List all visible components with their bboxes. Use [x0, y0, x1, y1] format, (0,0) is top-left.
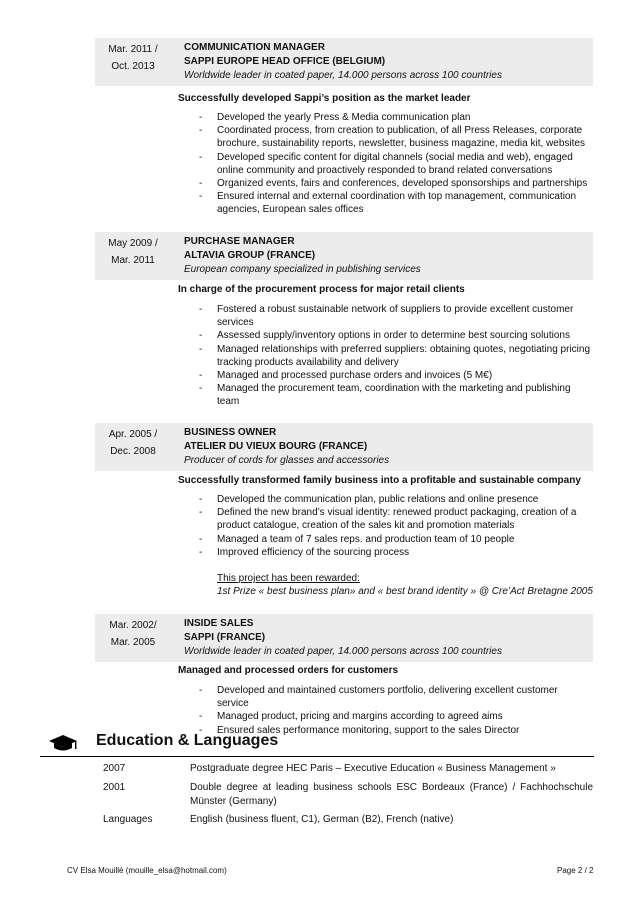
job-date-start: May 2009 / — [108, 238, 158, 249]
education-key: Languages — [103, 814, 153, 825]
job-header — [95, 614, 593, 662]
job-bullet-list — [197, 111, 590, 217]
job-dates — [95, 426, 171, 460]
job-tagline: Worldwide leader in coated paper, 14.000 persons across 100 countries — [184, 70, 502, 81]
job-date-start: Mar. 2002/ — [109, 620, 157, 631]
job-bullet-list — [197, 303, 590, 409]
education-value: Double degree at leading business schools ESC Bordeaux (France) / Fachhochschule Münster (Germany) — [190, 782, 593, 807]
education-value: Postgraduate degree HEC Paris – Executive Education « Business Management » — [190, 763, 556, 774]
job-dates — [95, 235, 171, 269]
job-bullet: - Managed relationships with preferred suppliers: obtaining quotes, negotiating pricing tracking products availability and delivery — [197, 343, 590, 369]
education-title: Education & Languages — [96, 732, 279, 749]
job-bullet: - Developed and maintained customers portfolio, delivering excellent customer service — [197, 684, 590, 710]
job-title: INSIDE SALES — [184, 618, 254, 629]
job-header — [95, 232, 593, 280]
job-header — [95, 38, 593, 86]
award-label: This project has been rewarded: — [217, 573, 360, 584]
job-entry-business-owner — [95, 423, 593, 598]
education-key: 2007 — [103, 763, 126, 774]
job-company: ATELIER DU VIEUX BOURG (FRANCE) — [184, 441, 368, 452]
job-info — [184, 41, 502, 83]
job-bullet: - Coordinated process, from creation to publication, of all Press Releases, corporate brochure, sustainability reports, newsletter, business magazine, media kit, websites — [197, 124, 590, 150]
graduation-cap-icon — [48, 733, 78, 753]
job-bullet: - Defined the new brand’s visual identity: renewed product packaging, creation of a product catalogue, creation of the sales kit and promotion materials — [197, 506, 590, 532]
award-text: 1st Prize « best business plan» and « best brand identity » @ Cre’Act Bretagne 2005 — [217, 586, 593, 598]
job-bullet: - Organized events, fairs and conferences, developed sponsorships and partnerships — [197, 177, 590, 190]
job-company: SAPPI (FRANCE) — [184, 632, 266, 643]
job-entry-communication-manager — [95, 38, 593, 216]
job-bullet-list — [197, 684, 590, 737]
job-info — [184, 235, 421, 277]
footer-contact: CV Elsa Mouillé (mouille_elsa@hotmail.com) — [67, 866, 227, 875]
job-bullet: - Fostered a robust sustainable network of suppliers to provide excellent customer services — [197, 303, 590, 329]
job-date-end: Oct. 2013 — [111, 61, 155, 72]
job-date-start: Apr. 2005 / — [108, 429, 158, 440]
job-header — [95, 423, 593, 471]
job-summary: In charge of the procurement process for major retail clients — [178, 284, 465, 295]
job-bullet: - Developed the yearly Press & Media communication plan — [197, 111, 590, 124]
education-value: English (business fluent, C1), German (B2), French (native) — [190, 814, 454, 825]
job-bullet: - Developed specific content for digital channels (social media and web), engaged online community and proactively responded to brand related conversations — [197, 151, 590, 177]
job-date-end: Mar. 2005 — [110, 637, 156, 648]
job-bullet: - Managed a team of 7 sales reps. and production team of 10 people — [197, 533, 590, 546]
job-date-start: Mar. 2011 / — [108, 44, 158, 55]
job-tagline: Worldwide leader in coated paper, 14.000 persons across 100 countries — [184, 646, 502, 657]
job-bullet: - Ensured sales performance monitoring, support to the sales Director — [197, 724, 590, 737]
job-dates — [95, 617, 171, 651]
job-company: SAPPI EUROPE HEAD OFFICE (BELGIUM) — [184, 56, 386, 67]
job-date-end: Dec. 2008 — [110, 446, 156, 457]
job-summary: Successfully transformed family business into a profitable and sustainable company — [178, 475, 581, 486]
job-bullet-list — [197, 493, 590, 559]
job-bullet: - Developed the communication plan, public relations and online presence — [197, 493, 590, 506]
job-dates — [95, 41, 171, 75]
job-bullet: - Ensured internal and external coordination with top management, communication agencies, European sales offices — [197, 190, 590, 216]
job-company: ALTAVIA GROUP (FRANCE) — [184, 250, 316, 261]
job-bullet: - Assessed supply/inventory options in order to determine best sourcing solutions — [197, 329, 590, 342]
job-title: BUSINESS OWNER — [184, 427, 277, 438]
job-entry-purchase-manager — [95, 232, 593, 408]
job-tagline: Producer of cords for glasses and accessories — [184, 455, 390, 466]
award-note — [217, 572, 593, 598]
job-entry-inside-sales — [95, 614, 593, 736]
footer-page-number: Page 2 / 2 — [557, 866, 594, 875]
job-title: COMMUNICATION MANAGER — [184, 42, 325, 53]
job-summary: Successfully developed Sappi’s position as the market leader — [178, 93, 471, 104]
job-title: PURCHASE MANAGER — [184, 236, 295, 247]
job-bullet: - Managed and processed purchase orders and invoices (5 M€) — [197, 369, 590, 382]
education-section-header — [40, 730, 594, 757]
job-summary: Managed and processed orders for customers — [178, 665, 399, 676]
job-info — [184, 617, 502, 659]
job-bullet: - Managed the procurement team, coordination with the marketing and publishing team — [197, 382, 590, 408]
job-bullet: - Managed product, pricing and margins according to agreed aims — [197, 710, 590, 723]
job-tagline: European company specialized in publishing services — [184, 264, 421, 275]
job-info — [184, 426, 389, 468]
job-bullet: - Improved efficiency of the sourcing process — [197, 546, 590, 559]
education-key: 2001 — [103, 782, 126, 793]
job-date-end: Mar. 2011 — [111, 255, 155, 266]
